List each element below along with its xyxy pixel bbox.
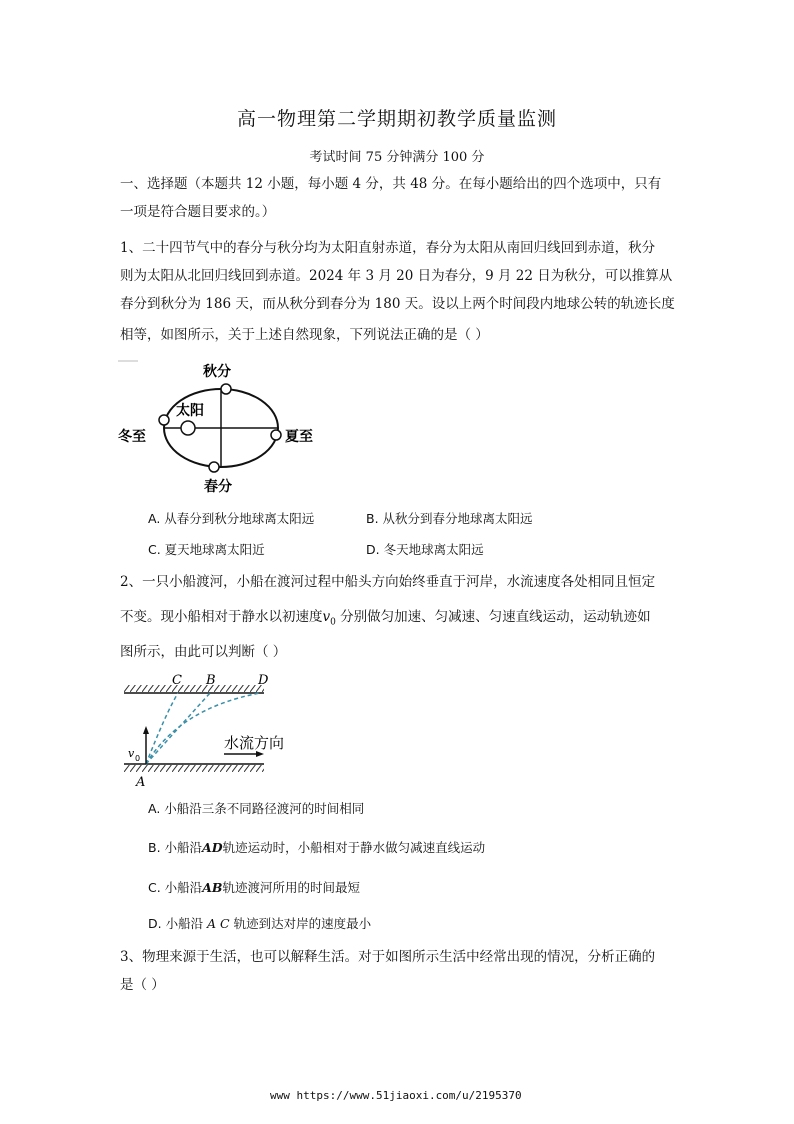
sun-marker <box>181 421 195 435</box>
exam-info: 考试时间 75 分钟满分 100 分 <box>309 150 485 165</box>
q2-option-b-pre: B. 小船沿 <box>148 840 203 855</box>
q3-line1: 3、物理来源于生活，也可以解释生活。对于如图所示生活中经常出现的情况，分析正确的 <box>120 949 656 965</box>
q2-line1: 2、一只小船渡河，小船在渡河过程中船头方向始终垂直于河岸，水流速度各处相同且恒定 <box>120 574 656 590</box>
autumn-earth-marker <box>221 384 231 394</box>
v0-arrow-head <box>143 726 149 734</box>
near-bank-hatch <box>124 765 264 772</box>
q2-line2-pre: 不变。现小船相对于静水以初速度 <box>120 609 323 625</box>
label-b: B <box>206 673 216 688</box>
q2-option-d <box>148 914 371 932</box>
q2-option-b <box>148 838 485 856</box>
q1-option-a: A. 从春分到秋分地球离太阳远 <box>148 511 315 526</box>
label-winter: 冬至 <box>118 429 146 445</box>
spring-earth-marker <box>209 462 219 472</box>
q2-line2 <box>120 605 651 628</box>
q2-option-a: A. 小船沿三条不同路径渡河的时间相同 <box>148 801 365 816</box>
label-d: D <box>258 673 269 688</box>
page-title: 高一物理第二学期期初教学质量监测 <box>236 108 557 130</box>
label-summer: 夏至 <box>285 429 313 445</box>
q2-option-b-var: AD <box>202 840 223 855</box>
q2-option-d-var: A C <box>207 916 230 931</box>
q2-option-c-pre: C. 小船沿 <box>148 880 203 895</box>
label-v: v <box>128 747 135 760</box>
q2-option-d-post: 轨迹到达对岸的速度最小 <box>229 916 372 931</box>
path-ac <box>146 693 178 764</box>
q2-v0-var: v <box>322 609 331 625</box>
q2-option-b-post: 轨迹运动时，小船相对于静水做匀减速直线运动 <box>222 840 486 855</box>
q2-option-c <box>148 878 360 896</box>
far-bank-hatch <box>124 685 264 692</box>
q2-option-c-post: 轨迹渡河所用的时间最短 <box>222 880 360 895</box>
q1-option-d: D. 冬天地球离太阳远 <box>366 542 484 557</box>
q1-option-b: B. 从秋分到春分地球离太阳远 <box>366 511 533 526</box>
label-flow-direction: 水流方向 <box>224 734 285 752</box>
section-heading-line2: 一项是符合题目要求的。） <box>120 204 276 220</box>
q2-option-c-var: AB <box>202 880 223 895</box>
q2-line3: 图所示，由此可以判断（ ） <box>120 644 287 660</box>
winter-earth-marker <box>159 415 169 425</box>
label-v-sub: 0 <box>135 754 141 763</box>
label-c: C <box>172 673 182 688</box>
orbit-diagram <box>110 356 340 498</box>
summer-earth-marker <box>271 430 281 440</box>
q1-option-c: C. 夏天地球离太阳近 <box>148 542 265 557</box>
q2-v0-sub: 0 <box>330 617 336 628</box>
label-sun: 太阳 <box>176 403 204 419</box>
label-autumn: 秋分 <box>203 364 231 380</box>
q3-line2: 是（ ） <box>120 977 165 993</box>
q2-line2-post: 分别做匀加速、匀减速、匀速直线运动，运动轨迹如 <box>335 609 651 625</box>
label-a: A <box>136 775 146 790</box>
q1-line2: 则为太阳从北回归线回到赤道。2024 年 3 月 20 日为春分，9 月 22 日为秋分，可以推算从 <box>120 268 673 284</box>
q1-line3: 春分到秋分为 186 天，而从秋分到春分为 180 天。设以上两个时间段内地球公转的轨迹长度 <box>120 296 675 312</box>
path-ab <box>146 693 210 764</box>
river-diagram <box>118 668 303 793</box>
q1-line1: 1、二十四节气中的春分与秋分均为太阳直射赤道，春分为太阳从南回归线回到赤道，秋分 <box>120 240 656 256</box>
footer-url: www https://www.51jiaoxi.com/u/2195370 <box>270 1089 522 1102</box>
q1-line4: 相等，如图所示，关于上述自然现象，下列说法正确的是（ ） <box>120 327 489 343</box>
section-heading-line1: 一、选择题（本题共 12 小题，每小题 4 分，共 48 分。在每小题给出的四个选项中，只有 <box>120 176 662 192</box>
label-spring: 春分 <box>204 479 232 495</box>
q2-option-d-pre: D. 小船沿 <box>148 916 208 931</box>
